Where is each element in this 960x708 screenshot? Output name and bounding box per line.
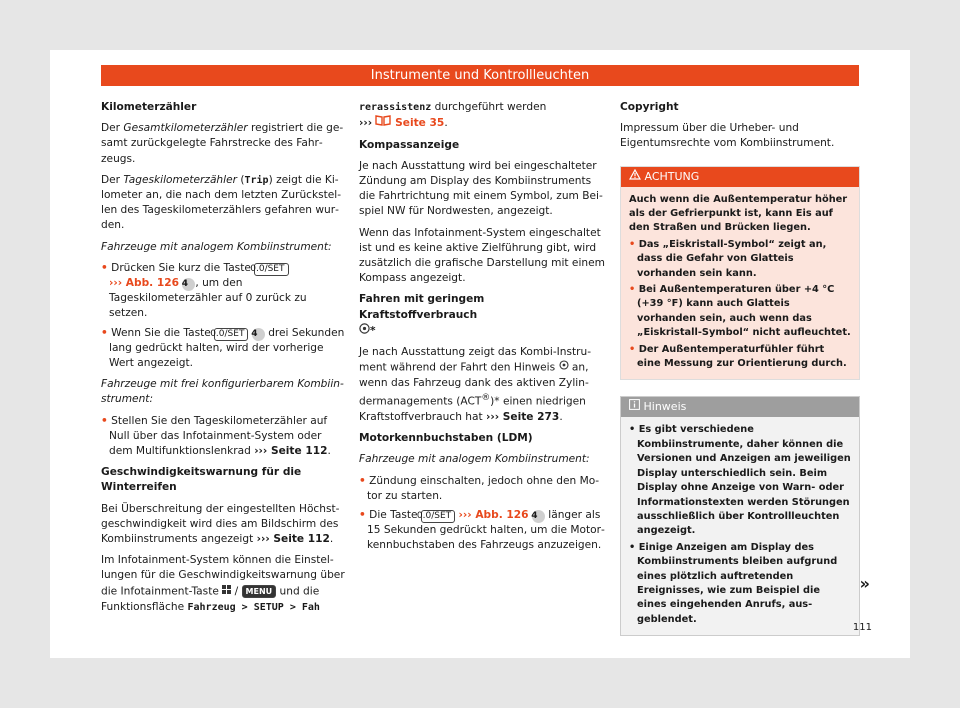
set-key: 0.0/SET bbox=[254, 263, 288, 276]
heading-eco-driving: Fahren mit geringem Kraftstoffverbrauch bbox=[359, 293, 485, 321]
heading-compass: Kompassanzeige bbox=[359, 138, 460, 151]
book-icon bbox=[375, 115, 391, 131]
list-item: • Es gibt verschiedene Kombiinstrumente, daher können die Versionen und Anzeigen am jeweiligen Display unterschiedlich sein. Beim Display ohne Anzeige von Warn- oder Informationstexten werden Störungen ausschließlich über Kontrollleuchten angezeigt. bbox=[629, 424, 851, 537]
heading-engine-code: Motorkennbuchstaben (LDM) bbox=[359, 432, 533, 445]
callout-4: 4 bbox=[532, 510, 545, 523]
column-2 bbox=[359, 100, 605, 560]
paragraph: Je nach Ausstattung wird bei eingeschalteter Zündung am Display des Kombiinstruments die Fahrtrichtung mit einem Symbol, zum Beispiel NW für Nordwesten, angezeigt. bbox=[359, 159, 603, 218]
note-body bbox=[621, 417, 859, 635]
paragraph: rerassistenz durchgeführt werden ››› Seite 35. bbox=[359, 100, 605, 132]
paragraph: Fahrzeuge mit frei konfigurierbarem Kombiinstrument: bbox=[101, 378, 344, 406]
list-item: • Wenn Sie die Taste 0.0/SET 4 drei Sekunden lang gedrückt halten, wird der vorherige Wert angezeigt. bbox=[101, 326, 345, 370]
page-header: Instrumente und Kontrollleuchten bbox=[101, 65, 859, 86]
page bbox=[50, 50, 910, 658]
paragraph: Im Infotainment-System können die Einstellungen für die Geschwindigkeitswarnung über die Infotainment-Taste / MENU und die Funktionsfläche Fahrzeug > SETUP > Fah bbox=[101, 554, 345, 613]
figure-ref[interactable]: ››› Abb. 126 bbox=[109, 277, 179, 290]
eco-icon bbox=[559, 360, 569, 375]
note-title: Hinweis bbox=[621, 397, 859, 417]
paragraph: Impressum über die Urheber- und Eigentumsrechte vom Kombiinstrument. bbox=[620, 122, 835, 150]
page-number: 111 bbox=[852, 622, 872, 633]
list-item: • Bei Außentemperaturen über +4 °C (+39 °F) kann auch Glatteis vorhanden sein, auch wenn das „Eiskristall-Symbol“ nicht aufleuchtet. bbox=[629, 284, 851, 339]
set-key: 0.0/SET bbox=[214, 328, 248, 341]
list-item: • Drücken Sie kurz die Taste 0.0/SET ››› Abb. 126 4 , um den Tageskilometerzähler auf 0 zurück zu setzen. bbox=[101, 261, 307, 320]
eco-icon bbox=[359, 323, 370, 339]
warning-triangle-icon bbox=[629, 167, 641, 187]
page-ref[interactable]: ››› Seite 112 bbox=[254, 445, 328, 458]
paragraph: Fahrzeuge mit analogem Kombiinstrument: bbox=[359, 453, 590, 466]
warning-title: ACHTUNG bbox=[621, 167, 859, 187]
set-key: 0.0/SET bbox=[421, 510, 455, 523]
heading-eco-driving-icon: * bbox=[359, 323, 605, 339]
callout-4: 4 bbox=[182, 278, 195, 291]
paragraph: Je nach Ausstattung zeigt das Kombi-Instrument während der Fahrt den Hinweis an, wenn das Fahrzeug dank des aktiven Zylindermanagements (ACT®)* einen niedrigen Kraftstoffverbrauch hat ››› Seite 273. bbox=[359, 346, 592, 424]
warning-box bbox=[620, 166, 860, 381]
info-icon bbox=[629, 397, 640, 417]
paragraph: Der Gesamtkilometerzähler registriert die gesamt zurückgelegte Fahrstrecke des Fahrzeugs. bbox=[101, 122, 344, 165]
page-ref[interactable]: ››› Seite 273 bbox=[486, 411, 560, 424]
continue-mark: » bbox=[859, 574, 870, 593]
list-item: • Zündung einschalten, jedoch ohne den Motor zu starten. bbox=[359, 474, 600, 502]
page-ref[interactable]: Seite 35 bbox=[391, 117, 445, 130]
list-item: • Einige Anzeigen am Display des Kombiinstruments bleiben aufgrund eines plötzlich auftretenden Ereignisses, wie zum Beispiel die eines eingehenden Anrufs, ausgeblendet. bbox=[629, 541, 838, 625]
paragraph: Bei Überschreitung der eingestellten Höchstgeschwindigkeit wird dies am Bildschirm des Kombiinstruments angezeigt ››› Seite 112. bbox=[101, 502, 340, 546]
paragraph: Wenn das Infotainment-System eingeschaltet ist und es keine aktive Zielführung gibt, wird zusätzlich die grafische Darstellung mit einem Kompass angezeigt. bbox=[359, 226, 605, 285]
grid-icon bbox=[222, 584, 231, 599]
list-item: • Der Außentemperaturfühler führt eine Messung zur Orientierung durch. bbox=[629, 343, 847, 370]
paragraph: Fahrzeuge mit analogem Kombiinstrument: bbox=[101, 240, 332, 253]
column-1 bbox=[101, 100, 346, 621]
heading-speed-warning: Geschwindigkeitswarnung für die Winterreifen bbox=[101, 466, 302, 494]
list-item: • Stellen Sie den Tageskilometerzähler auf Null über das Infotainment-System oder dem Multifunktionslenkrad ››› Seite 112. bbox=[101, 414, 331, 458]
heading-odometer: Kilometerzähler bbox=[101, 101, 197, 113]
figure-ref[interactable]: ››› Abb. 126 bbox=[458, 509, 529, 522]
column-3 bbox=[620, 100, 860, 636]
list-item: • Die Taste 0.0/SET ››› Abb. 126 4 länger als 15 Sekunden gedrückt halten, um die Motorkennbuchstaben des Fahrzeugs anzuzeigen. bbox=[359, 509, 605, 552]
list-item: • Das „Eiskristall-Symbol“ zeigt an, dass die Gefahr von Glatteis vorhanden sein kann. bbox=[629, 238, 827, 279]
callout-4: 4 bbox=[252, 328, 265, 341]
warning-body: Auch wenn die Außentemperatur höher als der Gefrierpunkt ist, kann Eis auf den Straßen und Brücken liegen. • Das „Eiskristall-Symbol“ zeigt an, dass die Gefahr von Glatteis vorhanden sein kann. • Bei Außentemperaturen über +4 °C (+39 °F) kann auch Glatteis vorhanden sein, auch wenn das „Eiskristall-Symbol“ nicht aufleuchtet. • Der Außentemperaturfühler führt eine Messung zur Orientierung durch. bbox=[621, 187, 859, 380]
heading-copyright: Copyright bbox=[620, 101, 679, 113]
paragraph: Der Tageskilometerzähler (Trip) zeigt die Kilometer an, die nach dem letzten Zurückstellen des Tageskilometerzählers gefahren wurden. bbox=[101, 173, 342, 232]
page-ref[interactable]: ››› Seite 112 bbox=[256, 533, 330, 546]
note-box bbox=[620, 396, 860, 636]
menu-key: MENU bbox=[242, 585, 277, 598]
